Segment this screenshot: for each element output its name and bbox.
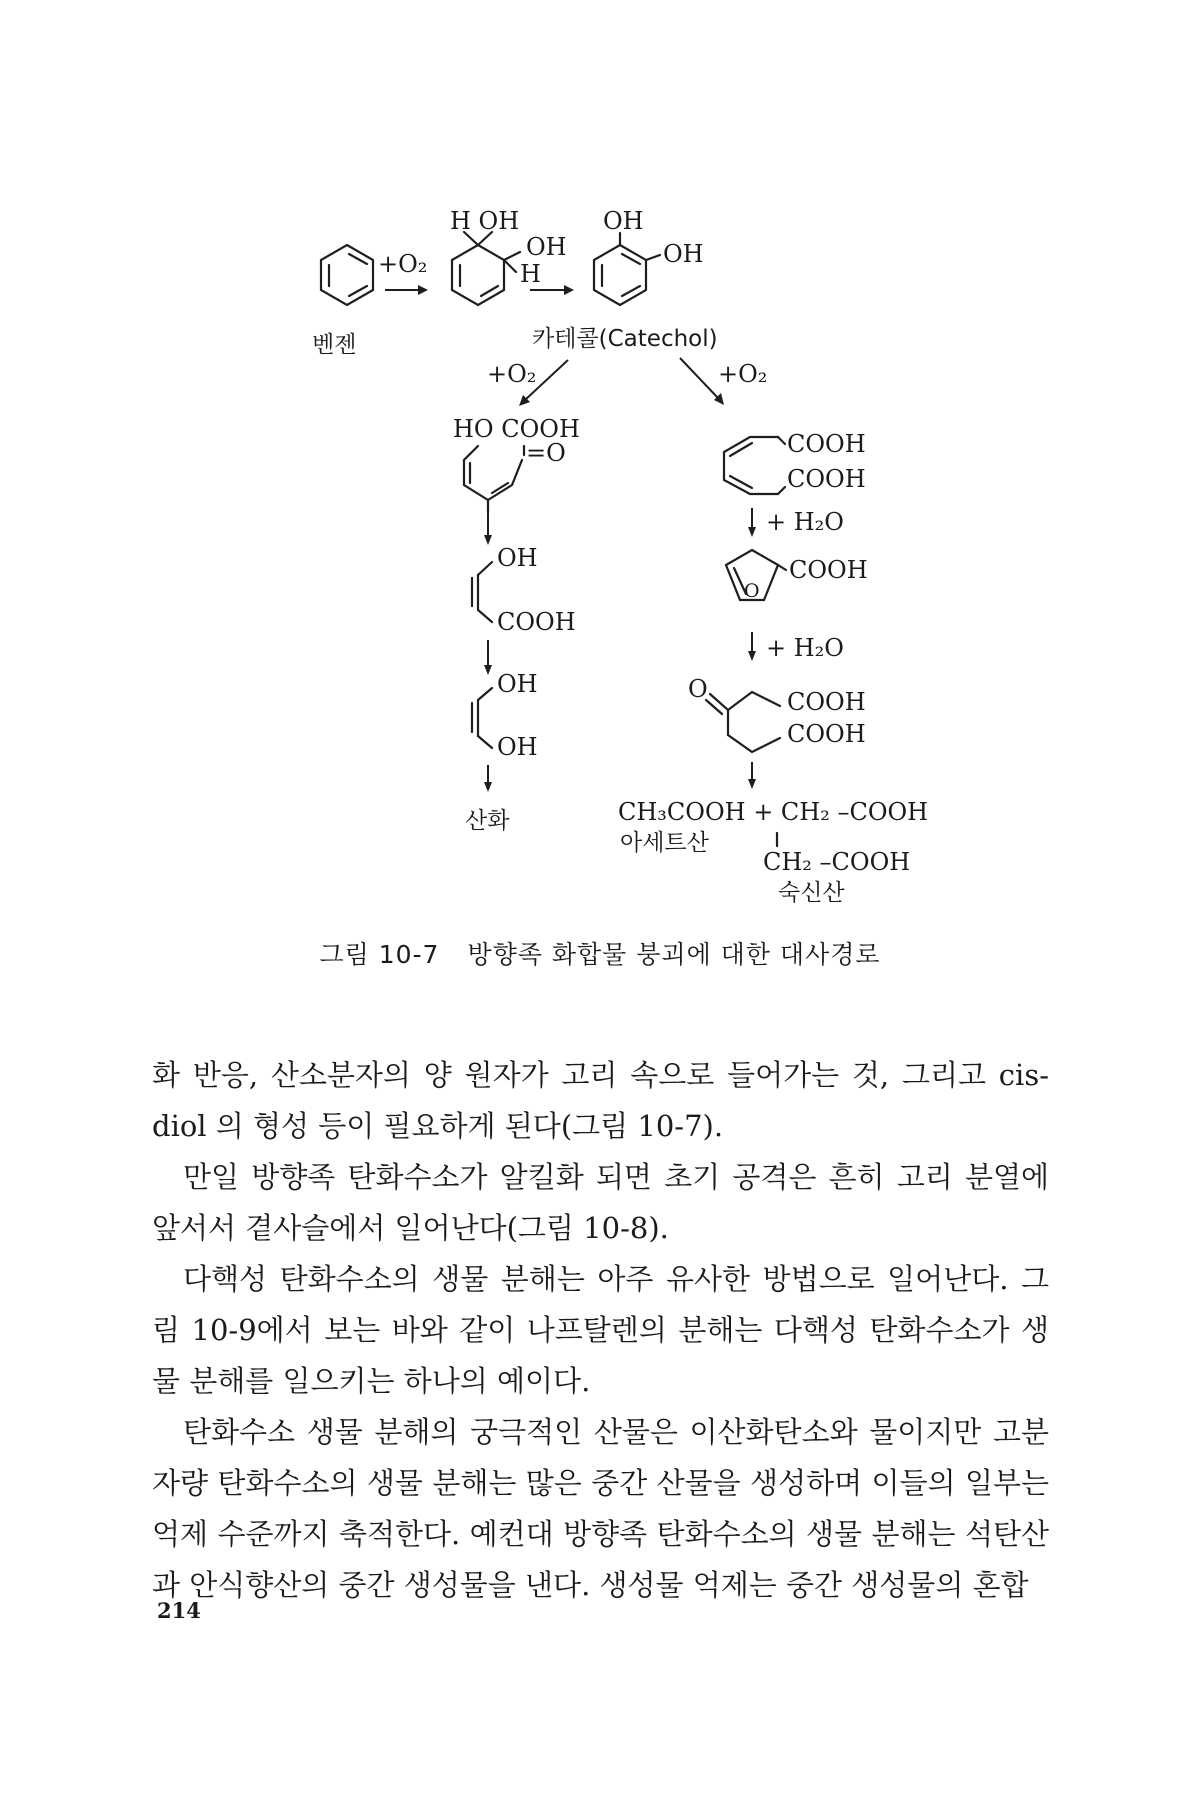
oxoadipate-structure	[706, 692, 780, 752]
semialdehyde-structure	[464, 446, 524, 512]
body-text	[152, 1050, 1049, 1611]
keto-o-label: O	[688, 675, 708, 703]
catechol-name: 카테콜(Catechol)	[532, 326, 718, 352]
figure-caption	[0, 935, 1200, 971]
left-intermediate-1	[472, 562, 492, 622]
catechol-structure	[594, 233, 660, 305]
right-cooh-2: COOH	[789, 556, 868, 584]
right-cooh-1b: COOH	[787, 465, 866, 493]
h-oh-label: H OH	[450, 207, 520, 235]
ch2-cooh-label: CH₂ –COOH	[763, 848, 911, 876]
arrow-left-3	[484, 765, 492, 792]
dihydrodiol-structure	[452, 232, 520, 305]
plus-o2-left: +O₂	[487, 360, 537, 388]
oh-label: OH	[526, 233, 567, 261]
right-cooh-3a: COOH	[787, 688, 866, 716]
plus-h2o-2: + H₂O	[766, 634, 844, 662]
paragraph-3: 다핵성 탄화수소의 생물 분해는 아주 유사한 방법으로 일어난다. 그림 10-9에서 보는 바와 같이 나프탈렌의 분해는 다핵성 탄화수소가 생물 분해를 일으키는 하나의 예이다.	[152, 1262, 1049, 1398]
arrow-right-3	[748, 762, 756, 789]
paragraph-4: 탄화수소 생물 분해의 궁극적인 산물은 이산화탄소와 물이지만 고분자량 탄화수소의 생물 분해는 많은 중간 산물을 생성하며 이들의 일부는 억제 수준까지 축적한다. 예컨대 방향족 탄화수소의 생물 분해는 석탄산과 안식향산의 중간 생성물을 낸다. 생성물 억제는 중간 생성물의 혼합	[152, 1415, 1049, 1602]
left-cooh-1: COOH	[497, 608, 576, 636]
succinic-acid-label: 숙신산	[778, 880, 845, 906]
h-label: H	[520, 260, 541, 288]
figure-title: 방향족 화합물 붕괴에 대한 대사경로	[467, 940, 881, 969]
left-intermediate-2	[472, 688, 492, 748]
ring-o-label: O	[744, 580, 760, 602]
plus-o2-right: +O₂	[718, 360, 768, 388]
arrow-left-1	[484, 512, 492, 545]
arrow-right-2	[748, 632, 756, 661]
final-products: CH₃COOH + CH₂ –COOH	[618, 798, 929, 826]
page-number: 214	[157, 1598, 201, 1623]
left-oh-1: OH	[497, 544, 538, 572]
catechol-oh-top: OH	[603, 207, 644, 235]
catechol-oh-right: OH	[663, 240, 704, 268]
plus-h2o-1: + H₂O	[766, 508, 844, 536]
eq-o-label: =O	[526, 439, 566, 467]
plus-o2-first: +O₂	[378, 250, 428, 278]
left-oh-2a: OH	[497, 670, 538, 698]
paragraph-1: 화 반응, 산소분자의 양 원자가 고리 속으로 들어가는 것, 그리고 cis-diol 의 형성 등이 필요하게 된다(그림 10-7).	[152, 1058, 1049, 1143]
figure-number: 그림 10-7	[319, 940, 440, 969]
arrow-left-2	[484, 640, 492, 675]
benzene-structure	[321, 245, 373, 305]
benzene-name: 벤젠	[312, 332, 357, 358]
acetic-acid-label: 아세트산	[620, 830, 709, 856]
arrow-right-1	[748, 508, 756, 537]
oxidation-label: 산화	[465, 808, 510, 834]
muconic-acid-structure	[724, 437, 785, 494]
ho-cooh-label: HO COOH	[453, 415, 580, 443]
arrow-benzene-to-diol	[385, 285, 428, 295]
right-cooh-3b: COOH	[787, 720, 866, 748]
paragraph-2: 만일 방향족 탄화수소가 알킬화 되면 초기 공격은 흔히 고리 분열에 앞서서 곁사슬에서 일어난다(그림 10-8).	[152, 1160, 1049, 1245]
left-oh-2b: OH	[497, 733, 538, 761]
right-cooh-1a: COOH	[787, 430, 866, 458]
